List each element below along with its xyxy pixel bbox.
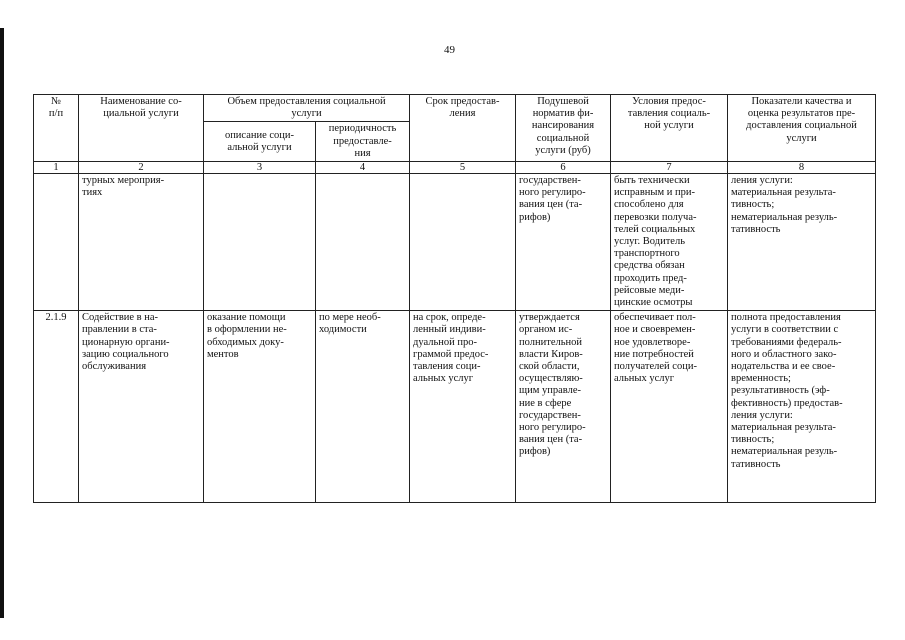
row-funding: государствен- ного регулиро- вания цен (та- рифов) <box>516 174 611 311</box>
row-term <box>410 174 516 311</box>
header-volume: Объем предоставления социальной услуги <box>204 95 410 122</box>
social-services-table <box>33 94 876 503</box>
row-description: оказание помощи в оформлении не- обходимых доку- ментов <box>204 311 316 503</box>
column-number: 4 <box>316 162 410 174</box>
column-number: 2 <box>79 162 204 174</box>
header-volume-description: описание соци- альной услуги <box>204 122 316 162</box>
header-quality: Показатели качества и оценка результатов пре- доставления социальной услуги <box>728 95 876 162</box>
header-conditions: Условия предос- тавления социаль- ной услуги <box>611 95 728 162</box>
header-name: Наименование со- циальной услуги <box>79 95 204 162</box>
row-quality: полнота предоставления услуги в соответствии с требованиями федераль- ного и областного зако- нодательства и ее свое- временность; результативность (эф- фективность) предостав- ления услуги: материальная результа- тивность; нематериальная резуль- тативность <box>728 311 876 503</box>
row-num <box>34 174 79 311</box>
row-frequency <box>316 174 410 311</box>
row-description <box>204 174 316 311</box>
row-frequency: по мере необ- ходимости <box>316 311 410 503</box>
row-quality: ления услуги: материальная результа- тивность; нематериальная резуль- тативность <box>728 174 876 311</box>
table-row <box>34 174 876 311</box>
header-row <box>34 95 876 122</box>
row-funding: утверждается органом ис- полнительной власти Киров- ской области, осуществляю- щим управле- ние в сфере государствен- ного регулиро- вания цен (та- рифов) <box>516 311 611 503</box>
page-number: 49 <box>444 44 455 56</box>
column-number: 3 <box>204 162 316 174</box>
row-conditions: быть технически исправным и при- способлено для перевозки получа- телей социальных услуг. Водитель транспортного средства обязан проходить пред- рейсовые меди- цинские осмотры <box>611 174 728 311</box>
column-number: 6 <box>516 162 611 174</box>
column-number: 7 <box>611 162 728 174</box>
table-row <box>34 311 876 503</box>
row-service-name: турных мероприя- тиях <box>79 174 204 311</box>
row-conditions: обеспечивает пол- ное и своевремен- ное удовлетворе- ние потребностей получателей соци- альных услуг <box>611 311 728 503</box>
column-number: 1 <box>34 162 79 174</box>
column-number: 5 <box>410 162 516 174</box>
header-term: Срок предостав- ления <box>410 95 516 162</box>
column-number-row <box>34 162 876 174</box>
column-number: 8 <box>728 162 876 174</box>
page-left-edge <box>0 28 4 618</box>
header-funding: Подушевой норматив фи- нансирования социальной услуги (руб) <box>516 95 611 162</box>
row-num: 2.1.9 <box>34 311 79 503</box>
header-num: № п/п <box>34 95 79 162</box>
header-volume-frequency: периодичность предоставле- ния <box>316 122 410 162</box>
row-service-name: Содействие в на- правлении в ста- ционарную органи- зацию социального обслуживания <box>79 311 204 503</box>
row-term: на срок, опреде- ленный индиви- дуальной про- граммой предос- тавления соци- альных услуг <box>410 311 516 503</box>
